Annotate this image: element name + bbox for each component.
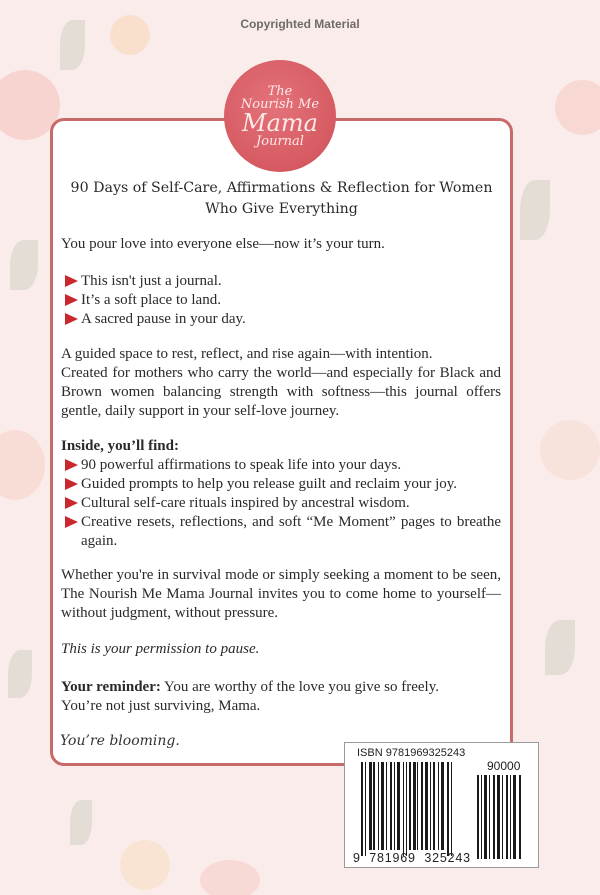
leaf-decoration — [70, 800, 92, 845]
barcode-bars — [361, 762, 469, 850]
arrow-bullet-icon — [65, 478, 78, 490]
journal-logo — [224, 60, 336, 172]
intro-bullet-list — [61, 272, 501, 329]
reminder-paragraph: Your reminder: You are worthy of the love you give so freely. You’re not just surviving, Mama. — [61, 679, 439, 714]
floral-decoration — [0, 430, 45, 500]
isbn-barcode — [344, 742, 539, 868]
list-item: Guided prompts to help you release guilt and reclaim your joy. — [61, 475, 501, 494]
floral-decoration — [540, 420, 600, 480]
list-item: Creative resets, reflections, and soft “Me Moment” pages to breathe again. — [61, 513, 501, 551]
subtitle-line: Who Give Everything — [205, 201, 358, 217]
subtitle-line: 90 Days of Self-Care, Affirmations & Reflection for Women — [70, 180, 493, 196]
arrow-bullet-icon — [65, 313, 78, 325]
list-item: It’s a soft place to land. — [61, 291, 501, 310]
inside-feature-list — [61, 456, 501, 551]
leaf-decoration — [8, 650, 32, 698]
list-item: 90 powerful affirmations to speak life into your days. — [61, 456, 501, 475]
permission-line: This is your permission to pause. — [61, 641, 260, 657]
arrow-bullet-icon — [65, 459, 78, 471]
reminder-label: Your reminder: — [61, 679, 161, 695]
floral-decoration — [200, 860, 260, 895]
list-item: Cultural self-care rituals inspired by ancestral wisdom. — [61, 494, 501, 513]
logo-line: Journal — [256, 133, 304, 149]
book-subtitle — [60, 178, 503, 220]
logo-line: Mama — [242, 108, 318, 137]
logo-line: Nourish Me — [240, 96, 320, 112]
isbn-label: ISBN 9781969325243 — [357, 747, 466, 759]
copyright-notice: Copyrighted Material — [240, 17, 360, 31]
logo-line: The — [267, 83, 293, 99]
signoff-script: You’re blooming. — [60, 733, 180, 749]
barcode-digits: 9 781969 325243 — [353, 851, 471, 865]
list-item: A sacred pause in your day. — [61, 310, 501, 329]
list-item: This isn't just a journal. — [61, 272, 501, 291]
arrow-bullet-icon — [65, 497, 78, 509]
intro-text: You pour love into everyone else—now it’s your turn. — [61, 236, 385, 252]
closing-paragraph: Whether you're in survival mode or simply seeking a moment to be seen, The Nourish Me Mama Journal invites you to come home to yourself—without judgment, without pressure. — [61, 567, 501, 621]
inside-heading: Inside, you’ll find: — [61, 438, 179, 454]
floral-decoration — [555, 80, 600, 135]
addon-barcode-bars — [477, 775, 532, 859]
floral-decoration — [120, 840, 170, 890]
leaf-decoration — [520, 180, 550, 240]
leaf-decoration — [10, 240, 38, 290]
arrow-bullet-icon — [65, 294, 78, 306]
description-paragraph: A guided space to rest, reflect, and rise again—with intention. Created for mothers who carry the world—and especially for Black and Brown women balancing strength with softness—this journal offers gentle, daily support in your self-love journey. — [61, 346, 501, 419]
arrow-bullet-icon — [65, 516, 78, 528]
arrow-bullet-icon — [65, 275, 78, 287]
price-addon-label: 90000 — [487, 759, 521, 773]
leaf-decoration — [545, 620, 575, 675]
